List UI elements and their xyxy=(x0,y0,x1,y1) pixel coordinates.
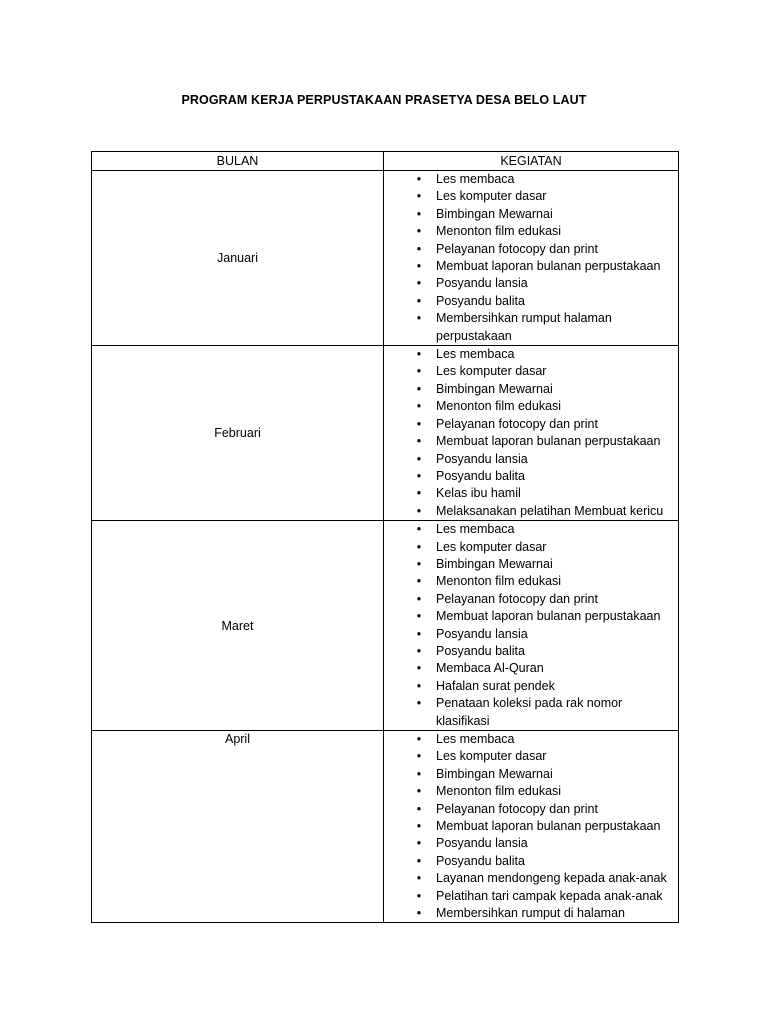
activity-item xyxy=(384,521,678,538)
activity-item xyxy=(384,643,678,660)
activity-list xyxy=(384,171,678,345)
activity-text: Les komputer dasar xyxy=(436,749,547,764)
activity-item xyxy=(384,731,678,748)
bullet-icon: • xyxy=(416,678,422,693)
bullet-icon: • xyxy=(416,732,422,746)
activity-item xyxy=(384,503,678,520)
bullet-icon: • xyxy=(416,206,422,221)
activity-text: Membuat laporan bulanan perpustakaan xyxy=(436,259,661,274)
bullet-icon: • xyxy=(416,503,422,518)
bullet-icon: • xyxy=(416,626,422,641)
activity-text: Posyandu balita xyxy=(436,293,525,308)
bullet-icon: • xyxy=(416,661,422,676)
activity-text: Pelayanan fotocopy dan print xyxy=(436,591,598,606)
activity-item xyxy=(384,433,678,450)
activity-item xyxy=(384,573,678,590)
table-row xyxy=(92,171,679,346)
bullet-icon: • xyxy=(416,609,422,624)
header-bulan: BULAN xyxy=(92,152,384,171)
bullet-icon: • xyxy=(416,696,422,711)
activity-text: Menonton film edukasi xyxy=(436,784,562,799)
activity-text: Les membaca xyxy=(436,732,515,746)
bullet-icon: • xyxy=(416,486,422,501)
table-header-row xyxy=(92,152,679,171)
activity-text: Posyandu lansia xyxy=(436,276,528,291)
activity-text: Posyandu balita xyxy=(436,643,525,658)
activity-text: Menonton film edukasi xyxy=(436,574,562,589)
bullet-icon: • xyxy=(416,784,422,799)
activity-item xyxy=(384,485,678,502)
activity-text: Pelayanan fotocopy dan print xyxy=(436,241,598,256)
activity-text: Posyandu lansia xyxy=(436,451,528,466)
activity-item xyxy=(384,275,678,292)
activity-text: Pelatihan tari campak kepada anak-anak xyxy=(436,888,663,903)
activity-text: Les komputer dasar xyxy=(436,539,547,554)
activity-item xyxy=(384,416,678,433)
activity-text: Membersihkan rumput di halaman xyxy=(436,906,625,921)
activity-item xyxy=(384,223,678,240)
activity-text: Menonton film edukasi xyxy=(436,224,562,239)
activities-cell xyxy=(384,731,679,923)
activity-item xyxy=(384,888,678,905)
bullet-icon: • xyxy=(416,241,422,256)
activity-text: Les membaca xyxy=(436,347,515,362)
activity-list xyxy=(384,731,678,922)
bullet-icon: • xyxy=(416,416,422,431)
activity-item xyxy=(384,608,678,625)
bullet-icon: • xyxy=(416,836,422,851)
activity-item xyxy=(384,188,678,205)
bullet-icon: • xyxy=(416,574,422,589)
bullet-icon: • xyxy=(416,871,422,886)
bullet-icon: • xyxy=(416,224,422,239)
activity-text: Penataan koleksi pada rak nomor klasifikasi xyxy=(436,696,623,728)
table-row xyxy=(92,731,679,923)
bullet-icon: • xyxy=(416,172,422,186)
activity-item xyxy=(384,660,678,677)
activity-item xyxy=(384,591,678,608)
activity-text: Bimbingan Mewarnai xyxy=(436,381,553,396)
activity-item xyxy=(384,206,678,223)
activity-text: Membaca Al-Quran xyxy=(436,661,544,676)
activity-text: Les komputer dasar xyxy=(436,189,547,204)
activity-text: Posyandu balita xyxy=(436,468,525,483)
bullet-icon: • xyxy=(416,522,422,537)
activity-item xyxy=(384,678,678,695)
activity-text: Les komputer dasar xyxy=(436,364,547,379)
activity-item xyxy=(384,346,678,363)
activity-item xyxy=(384,870,678,887)
activity-text: Membuat laporan bulanan perpustakaan xyxy=(436,819,661,834)
month-cell: Januari xyxy=(92,171,384,346)
activity-list xyxy=(384,346,678,520)
bullet-icon: • xyxy=(416,276,422,291)
activity-item xyxy=(384,451,678,468)
activity-item xyxy=(384,556,678,573)
bullet-icon: • xyxy=(416,189,422,204)
activity-item xyxy=(384,766,678,783)
bullet-icon: • xyxy=(416,556,422,571)
bullet-icon: • xyxy=(416,347,422,362)
activity-text: Membersihkan rumput halaman perpustakaan xyxy=(436,311,612,343)
activity-text: Pelayanan fotocopy dan print xyxy=(436,416,598,431)
activity-text: Bimbingan Mewarnai xyxy=(436,206,553,221)
bullet-icon: • xyxy=(416,819,422,834)
activity-item xyxy=(384,801,678,818)
bullet-icon: • xyxy=(416,381,422,396)
activities-cell xyxy=(384,346,679,521)
activity-text: Melaksanakan pelatihan Membuat kericu xyxy=(436,503,664,518)
activity-text: Pelayanan fotocopy dan print xyxy=(436,801,598,816)
month-cell: April xyxy=(92,731,384,923)
activity-item xyxy=(384,835,678,852)
bullet-icon: • xyxy=(416,888,422,903)
activity-item xyxy=(384,783,678,800)
bullet-icon: • xyxy=(416,434,422,449)
month-cell: Februari xyxy=(92,346,384,521)
activity-list xyxy=(384,521,678,730)
bullet-icon: • xyxy=(416,451,422,466)
bullet-icon: • xyxy=(416,399,422,414)
bullet-icon: • xyxy=(416,364,422,379)
activity-item xyxy=(384,695,678,730)
activity-item xyxy=(384,398,678,415)
bullet-icon: • xyxy=(416,801,422,816)
activity-text: Posyandu lansia xyxy=(436,836,528,851)
activity-text: Bimbingan Mewarnai xyxy=(436,766,553,781)
activity-item xyxy=(384,626,678,643)
activity-item xyxy=(384,293,678,310)
bullet-icon: • xyxy=(416,293,422,308)
table-row xyxy=(92,346,679,521)
activity-item xyxy=(384,905,678,922)
activity-text: Les membaca xyxy=(436,522,515,537)
bullet-icon: • xyxy=(416,906,422,921)
activity-text: Menonton film edukasi xyxy=(436,399,562,414)
activity-item xyxy=(384,381,678,398)
activity-item xyxy=(384,310,678,345)
bullet-icon: • xyxy=(416,853,422,868)
program-table xyxy=(91,151,679,923)
bullet-icon: • xyxy=(416,311,422,326)
activity-text: Membuat laporan bulanan perpustakaan xyxy=(436,609,661,624)
activity-text: Kelas ibu hamil xyxy=(436,486,521,501)
bullet-icon: • xyxy=(416,766,422,781)
bullet-icon: • xyxy=(416,591,422,606)
header-kegiatan: KEGIATAN xyxy=(384,152,679,171)
bullet-icon: • xyxy=(416,643,422,658)
table-row xyxy=(92,521,679,731)
activity-item xyxy=(384,853,678,870)
activity-item xyxy=(384,363,678,380)
activity-item xyxy=(384,241,678,258)
activity-item xyxy=(384,171,678,188)
activity-text: Les membaca xyxy=(436,172,515,186)
activity-text: Hafalan surat pendek xyxy=(436,678,555,693)
bullet-icon: • xyxy=(416,539,422,554)
month-cell: Maret xyxy=(92,521,384,731)
bullet-icon: • xyxy=(416,749,422,764)
activity-text: Posyandu lansia xyxy=(436,626,528,641)
bullet-icon: • xyxy=(416,259,422,274)
page-title: PROGRAM KERJA PERPUSTAKAAN PRASETYA DESA BELO LAUT xyxy=(181,93,587,107)
activity-item xyxy=(384,539,678,556)
activities-cell xyxy=(384,171,679,346)
bullet-icon: • xyxy=(416,468,422,483)
activity-item xyxy=(384,468,678,485)
activity-text: Layanan mendongeng kepada anak-anak xyxy=(436,871,667,886)
activity-item xyxy=(384,818,678,835)
activity-text: Posyandu balita xyxy=(436,853,525,868)
activity-item xyxy=(384,258,678,275)
activity-text: Membuat laporan bulanan perpustakaan xyxy=(436,434,661,449)
activity-text: Bimbingan Mewarnai xyxy=(436,556,553,571)
activity-item xyxy=(384,748,678,765)
activities-cell xyxy=(384,521,679,731)
